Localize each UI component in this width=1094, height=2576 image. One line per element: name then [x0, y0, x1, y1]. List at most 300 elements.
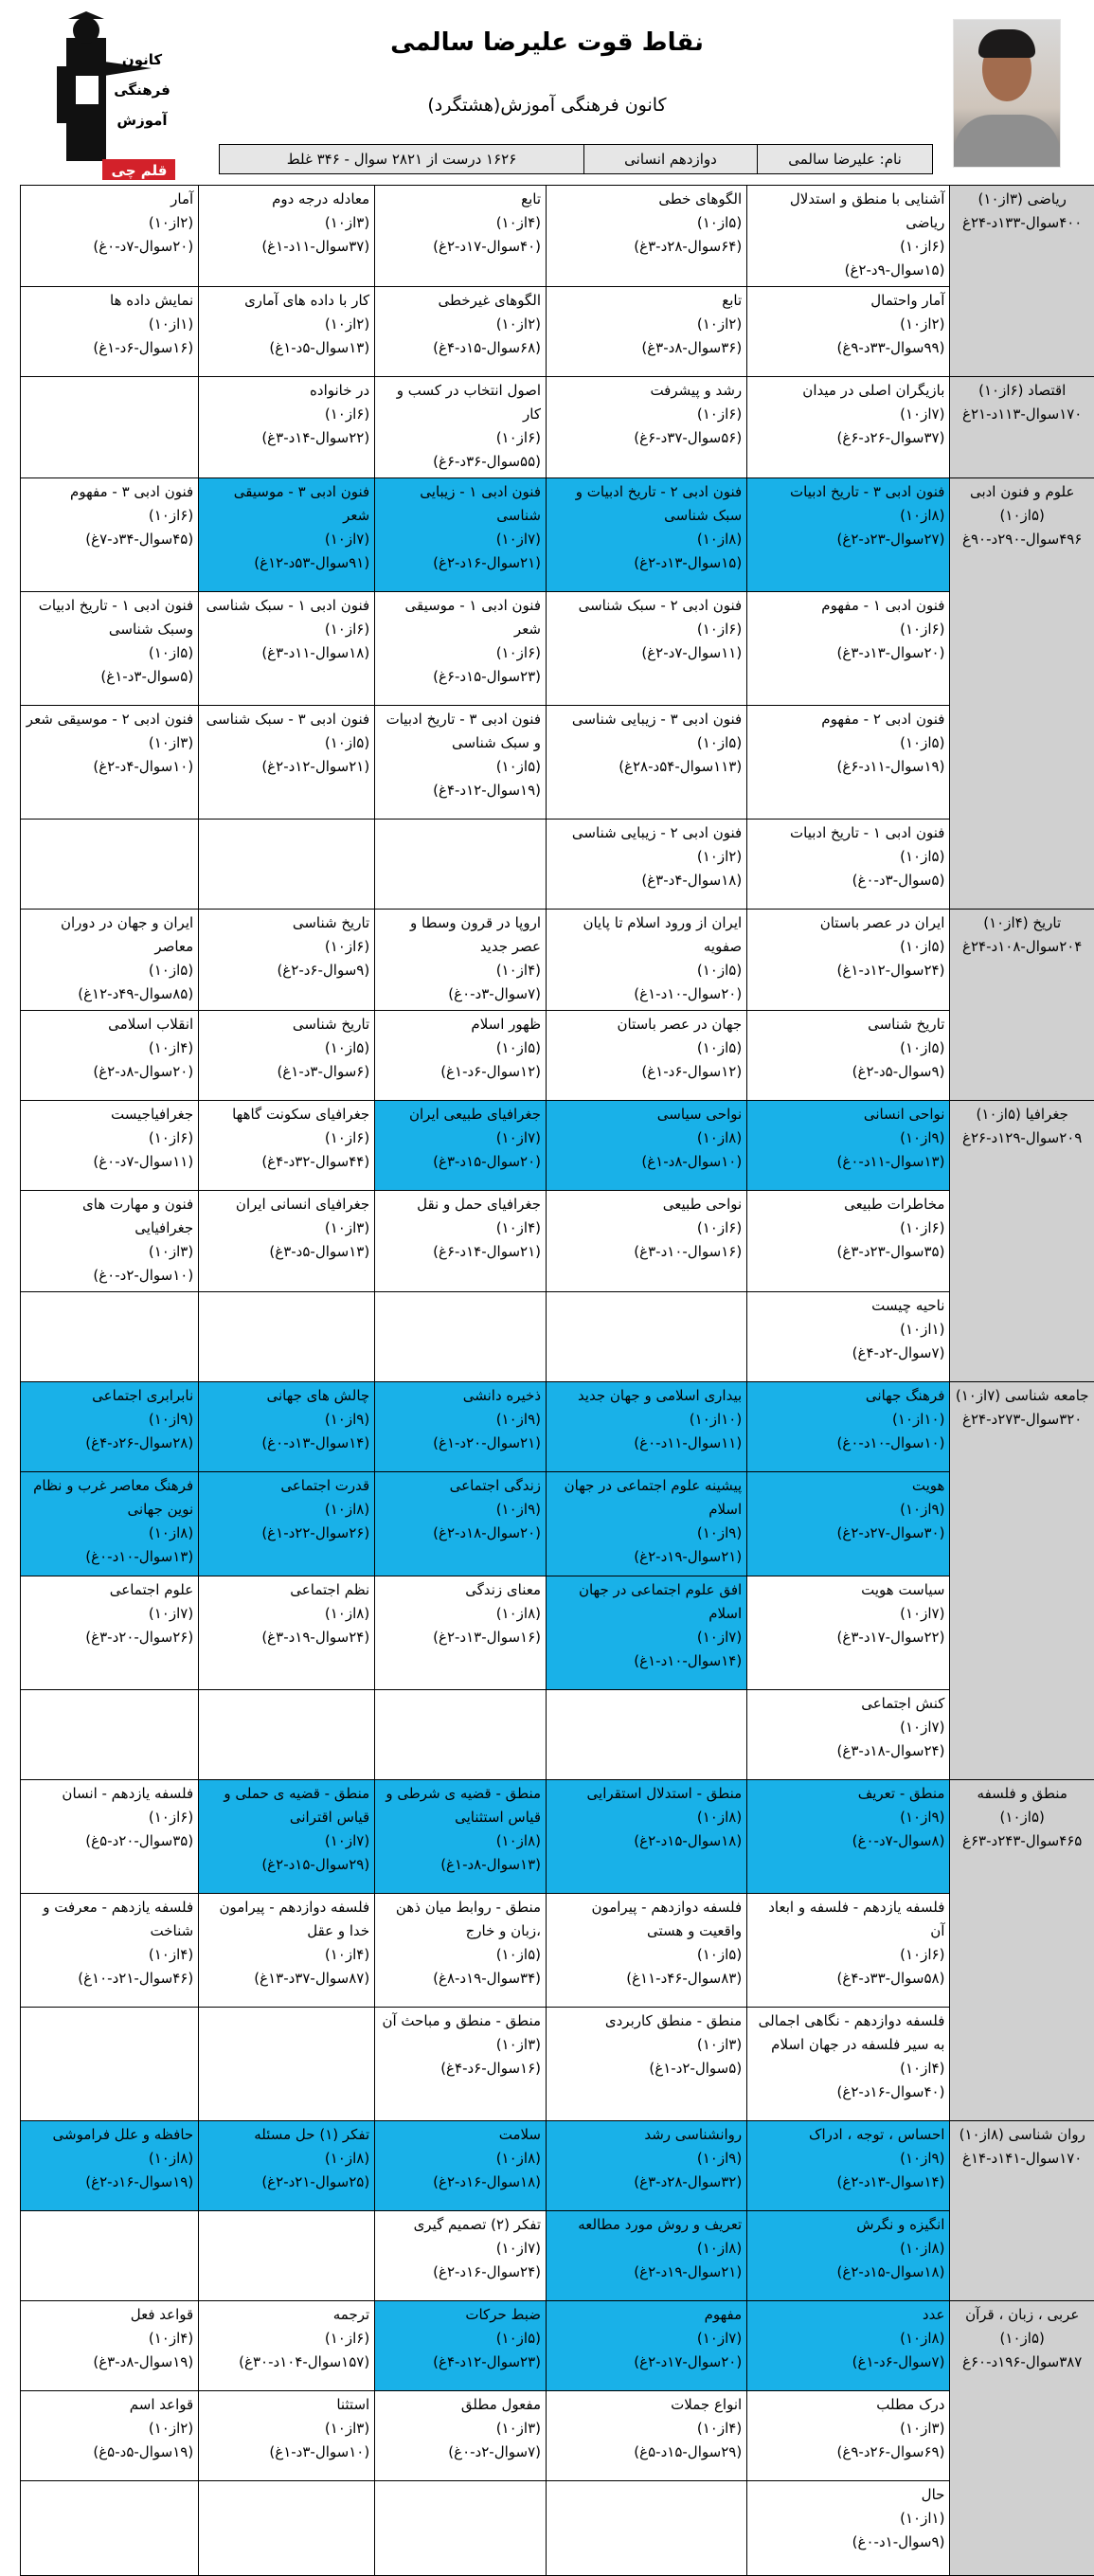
table-row [21, 377, 1094, 478]
topic-score: (۵از۱۰) [551, 1943, 742, 1967]
page-title: نقاط قوت علیرضا سالمی [0, 28, 1094, 57]
table-row [21, 1894, 1094, 2008]
topic-cell [21, 1576, 199, 1690]
topic-cell [547, 2008, 747, 2121]
topic-score: (۸از۱۰) [551, 2237, 742, 2261]
topic-detail: (۲۰سوال-۱۳د-۳غ) [752, 641, 944, 665]
logo-text-2: فرهنگی [114, 81, 170, 99]
topic-detail: (۲۰سوال-۱۷د-۲غ) [551, 2351, 742, 2374]
topic-name: فنون ادبی ۲ - سبک شناسی [551, 594, 742, 618]
topic-score: (۹از۱۰) [752, 1126, 944, 1150]
topic-detail: (۱۵سوال-۱۳د-۲غ) [551, 551, 742, 575]
topic-score: (۵از۱۰) [26, 959, 193, 982]
topic-score: (۴از۱۰) [26, 1036, 193, 1060]
topic-score: (۶از۱۰) [204, 1126, 369, 1150]
category-name: منطق و فلسفه (۵از۱۰) [955, 1782, 1089, 1829]
topic-detail: (۲۹سوال-۱۵د-۵غ) [551, 2441, 742, 2464]
topic-name: جغرافیای طبیعی ایران [380, 1103, 541, 1126]
topic-name: معادله درجه دوم [204, 188, 369, 211]
topic-cell [375, 377, 547, 478]
category-stats: ۱۷۰سوال-۱۱۳د-۲۱غ [955, 403, 1089, 426]
topic-name: جهان در عصر باستان [551, 1013, 742, 1036]
table-row [21, 1382, 1094, 1472]
topic-score: (۹از۱۰) [551, 2147, 742, 2171]
logo-text-4: قلم چی [112, 162, 168, 180]
topic-detail: (۱۹سوال-۱۲د-۴غ) [380, 779, 541, 802]
category-cell [950, 2301, 1094, 2576]
logo-text-1: کانون [122, 51, 162, 68]
topic-score: (۶از۱۰) [752, 1216, 944, 1240]
table-row [21, 1690, 1094, 1780]
topic-cell [547, 2121, 747, 2211]
topic-name: فنون ادبی ۳ - موسیقی شعر [204, 480, 369, 528]
topic-score: (۶از۱۰) [380, 641, 541, 665]
topic-detail: (۹سوال-۱د-۰غ) [752, 2531, 944, 2554]
topic-score: (۹از۱۰) [380, 1498, 541, 1522]
topic-cell [547, 1011, 747, 1101]
topic-cell [747, 1292, 950, 1382]
topic-cell [747, 377, 950, 478]
topic-detail: (۹۱سوال-۵۳د-۱۲غ) [204, 551, 369, 575]
topic-detail: (۵۸سوال-۳۳د-۴غ) [752, 1967, 944, 1991]
topic-name: احساس ، توجه ، ادراک [752, 2123, 944, 2147]
topic-name: آمار واحتمال [752, 289, 944, 313]
topic-score: (۳از۱۰) [551, 2033, 742, 2057]
topic-name: چالش های جهانی [204, 1384, 369, 1408]
topic-detail: (۲۲سوال-۱۷د-۳غ) [752, 1626, 944, 1649]
topic-score: (۳از۱۰) [380, 2417, 541, 2441]
topic-name: کار با داده های آماری [204, 289, 369, 313]
topic-detail: (۲۱سوال-۱۲د-۲غ) [204, 755, 369, 779]
topic-cell [375, 478, 547, 592]
topic-detail: (۷سوال-۲د-۴غ) [752, 1342, 944, 1365]
topic-name: ظهور اسلام [380, 1013, 541, 1036]
topic-score: (۷از۱۰) [380, 2237, 541, 2261]
topic-cell [21, 2301, 199, 2391]
topic-detail: (۱۶سوال-۶د-۱غ) [26, 336, 193, 360]
topic-name: فنون ادبی ۱ - مفهوم [752, 594, 944, 618]
topic-cell [199, 1011, 375, 1101]
topic-name: انقلاب اسلامی [26, 1013, 193, 1036]
topic-cell [547, 377, 747, 478]
table-row [21, 2391, 1094, 2481]
topic-detail: (۴۰سوال-۱۶د-۲غ) [752, 2081, 944, 2104]
topic-cell [547, 478, 747, 592]
topic-detail: (۱۸سوال-۱۱د-۳غ) [204, 641, 369, 665]
topic-score: (۳از۱۰) [380, 2033, 541, 2057]
topic-name: فنون ادبی ۲ - موسیقی شعر [26, 708, 193, 731]
topic-name: فرهنگ جهانی [752, 1384, 944, 1408]
topic-score: (۴از۱۰) [752, 2057, 944, 2081]
category-cell [950, 910, 1094, 1101]
topic-detail: (۴۵سوال-۳۴د-۷غ) [26, 528, 193, 551]
topic-score: (۱از۱۰) [26, 313, 193, 336]
student-photo [953, 19, 1061, 168]
topic-name: مخاطرات طبیعی [752, 1193, 944, 1216]
topic-cell [21, 706, 199, 820]
topic-name: آمار [26, 188, 193, 211]
topic-score: (۷از۱۰) [551, 2327, 742, 2351]
topic-detail: (۲۰سوال-۱۵د-۳غ) [380, 1150, 541, 1174]
category-stats: ۲۰۴سوال-۱۰۸د-۲۴غ [955, 935, 1089, 959]
topic-score: (۶از۱۰) [26, 1806, 193, 1829]
overall-summary: ۱۶۲۶ درست از ۲۸۲۱ سوال - ۳۴۶ غلط [220, 145, 583, 173]
topic-cell [375, 2008, 547, 2121]
topic-score: (۷از۱۰) [752, 1602, 944, 1626]
topic-detail: (۱۱سوال-۱۱د-۰غ) [551, 1432, 742, 1455]
topic-cell [375, 1472, 547, 1576]
topic-detail: (۱۳سوال-۱۰د-۰غ) [26, 1545, 193, 1569]
topic-detail: (۳۰سوال-۲۷د-۲غ) [752, 1522, 944, 1545]
category-cell [950, 377, 1094, 478]
institute-subtitle: کانون فرهنگی آموزش(هشتگرد) [0, 95, 1094, 116]
topic-name: فنون ادبی ۱ - سبک شناسی [204, 594, 369, 618]
topic-cell [547, 1894, 747, 2008]
topic-score: (۹از۱۰) [752, 1498, 944, 1522]
topic-cell [21, 1472, 199, 1576]
topic-name: معنای زندگی [380, 1578, 541, 1602]
category-name: تاریخ (۴از۱۰) [955, 911, 1089, 935]
topic-name: الگوهای خطی [551, 188, 742, 211]
topic-score: (۵از۱۰) [380, 2327, 541, 2351]
topic-score: (۶از۱۰) [204, 403, 369, 426]
topic-score: (۴از۱۰) [26, 1943, 193, 1967]
topic-detail: (۲۳سوال-۱۵د-۶غ) [380, 665, 541, 689]
table-row [21, 1472, 1094, 1576]
topic-cell [547, 287, 747, 377]
category-stats: ۴۰۰سوال-۱۳۳د-۲۴غ [955, 211, 1089, 235]
topic-name: ضبط حرکات [380, 2303, 541, 2327]
topic-score: (۱۰از۱۰) [752, 1408, 944, 1432]
topic-score: (۸از۱۰) [752, 504, 944, 528]
topic-cell [747, 287, 950, 377]
topic-detail: (۲۱سوال-۲۰د-۱غ) [380, 1432, 541, 1455]
topic-score: (۸از۱۰) [26, 2147, 193, 2171]
topic-score: (۸از۱۰) [204, 1498, 369, 1522]
topic-cell [747, 2301, 950, 2391]
topic-cell [199, 592, 375, 706]
category-name: جغرافیا (۵از۱۰) [955, 1103, 1089, 1126]
topic-detail: (۷سوال-۳د-۰غ) [380, 982, 541, 1006]
topic-cell [547, 1191, 747, 1292]
topic-detail: (۳۷سوال-۱۱د-۱غ) [204, 235, 369, 259]
topic-name: فلسفه یازدهم - فلسفه و ابعاد آن [752, 1896, 944, 1943]
topic-name: جغرافیای سکونت گاهها [204, 1103, 369, 1126]
topic-cell [21, 2121, 199, 2211]
topic-name: تابع [551, 289, 742, 313]
topic-score: (۶از۱۰) [551, 1216, 742, 1240]
topic-cell [199, 910, 375, 1011]
topic-name: ذخیره دانشی [380, 1384, 541, 1408]
topic-cell [747, 910, 950, 1011]
topic-cell [199, 1101, 375, 1191]
topic-score: (۵از۱۰) [752, 1036, 944, 1060]
topic-name: منطق - استدلال استقرایی [551, 1782, 742, 1806]
topic-cell [375, 186, 547, 287]
topic-detail: (۱۰سوال-۸د-۱غ) [551, 1150, 742, 1174]
topic-score: (۴از۱۰) [551, 2417, 742, 2441]
topic-cell [375, 2211, 547, 2301]
topic-score: (۹از۱۰) [752, 2147, 944, 2171]
topic-detail: (۱۴سوال-۱۳د-۲غ) [752, 2171, 944, 2194]
topic-detail: (۲۶سوال-۲۰د-۳غ) [26, 1626, 193, 1649]
topic-cell [375, 1292, 547, 1382]
topic-detail: (۹سوال-۵د-۲غ) [752, 1060, 944, 1084]
topic-name: جغرافیای حمل و نقل [380, 1193, 541, 1216]
topic-name: فنون و مهارت های جغرافیایی [26, 1193, 193, 1240]
topic-cell [199, 1472, 375, 1576]
topic-cell [547, 1101, 747, 1191]
topic-score: (۸از۱۰) [551, 528, 742, 551]
topic-cell [747, 2121, 950, 2211]
topic-detail: (۱۸سوال-۱۵د-۲غ) [551, 1829, 742, 1853]
topic-name: مفعول مطلق [380, 2393, 541, 2417]
topic-detail: (۲۰سوال-۷د-۰غ) [26, 235, 193, 259]
topic-name: آشنایی با منطق و استدلال ریاضی [752, 188, 944, 235]
table-row [21, 2301, 1094, 2391]
topic-cell [199, 377, 375, 478]
topic-detail: (۱۸سوال-۴د-۳غ) [551, 869, 742, 892]
topic-detail: (۲۷سوال-۲۳د-۲غ) [752, 528, 944, 551]
topic-name: سلامت [380, 2123, 541, 2147]
topic-score: (۵از۱۰) [380, 755, 541, 779]
topic-cell [375, 1894, 547, 2008]
topic-detail: (۲۱سوال-۱۹د-۲غ) [551, 1545, 742, 1569]
topic-detail: (۸۷سوال-۳۷د-۱۳غ) [204, 1967, 369, 1991]
topic-detail: (۶۴سوال-۲۸د-۳غ) [551, 235, 742, 259]
topic-cell [747, 1472, 950, 1576]
topic-detail: (۱۰سوال-۳د-۱غ) [204, 2441, 369, 2464]
topic-cell [199, 2121, 375, 2211]
topic-name: تاریخ شناسی [204, 1013, 369, 1036]
topic-cell [547, 1780, 747, 1894]
topic-cell [747, 2481, 950, 2576]
topic-cell [375, 2481, 547, 2576]
topic-detail: (۱۱سوال-۷د-۰غ) [26, 1150, 193, 1174]
topic-name: تاریخ شناسی [204, 911, 369, 935]
topic-cell [21, 1894, 199, 2008]
topic-name: افق علوم اجتماعی در جهان اسلام [551, 1578, 742, 1626]
topic-detail: (۲۶سوال-۲۲د-۱غ) [204, 1522, 369, 1545]
topic-name: فلسفه دوازدهم - نگاهی اجمالی به سیر فلسفه در جهان اسلام [752, 2009, 944, 2057]
topic-detail: (۲۸سوال-۲۶د-۴غ) [26, 1432, 193, 1455]
topic-name: منطق - قضیه ی حملی و قیاس اقترانی [204, 1782, 369, 1829]
topic-name: تابع [380, 188, 541, 211]
topic-cell [747, 478, 950, 592]
topic-cell [199, 186, 375, 287]
topic-cell [747, 1191, 950, 1292]
topic-cell [199, 1191, 375, 1292]
topic-name: قواعد فعل [26, 2303, 193, 2327]
topic-name: نمایش داده ها [26, 289, 193, 313]
topic-cell [375, 1690, 547, 1780]
topic-cell [21, 1690, 199, 1780]
topic-name: تاریخ شناسی [752, 1013, 944, 1036]
topic-name: فرهنگ معاصر غرب و نظام نوین جهانی [26, 1474, 193, 1522]
topic-score: (۸از۱۰) [204, 2147, 369, 2171]
table-row [21, 910, 1094, 1011]
topic-detail: (۲۱سوال-۱۶د-۲غ) [380, 551, 541, 575]
topic-detail: (۱۴سوال-۱۰د-۱غ) [551, 1649, 742, 1673]
topic-score: (۴از۱۰) [380, 211, 541, 235]
topic-name: نواحی انسانی [752, 1103, 944, 1126]
topic-score: (۶از۱۰) [204, 618, 369, 641]
topic-score: (۶از۱۰) [380, 426, 541, 450]
topic-detail: (۲۴سوال-۱۹د-۳غ) [204, 1626, 369, 1649]
topic-name: فنون ادبی ۱ - موسیقی شعر [380, 594, 541, 641]
topic-detail: (۱۱سوال-۷د-۲غ) [551, 641, 742, 665]
topic-score: (۶از۱۰) [551, 403, 742, 426]
topic-name: پیشینه علوم اجتماعی در جهان اسلام [551, 1474, 742, 1522]
topic-name: جغرافیاجیست [26, 1103, 193, 1126]
topic-detail: (۲۱سوال-۱۴د-۶غ) [380, 1240, 541, 1264]
table-row [21, 1780, 1094, 1894]
table-row [21, 2481, 1094, 2576]
category-cell [950, 1101, 1094, 1382]
topic-score: (۷از۱۰) [380, 1126, 541, 1150]
topic-cell [21, 2481, 199, 2576]
topic-cell [747, 2391, 950, 2481]
topic-name: فلسفه دوازدهم - پیرامون واقعیت و هستی [551, 1896, 742, 1943]
topic-cell [21, 910, 199, 1011]
topic-score: (۲از۱۰) [551, 313, 742, 336]
topic-name: ایران و جهان در دوران معاصر [26, 911, 193, 959]
topic-name: فنون ادبی ۳ - سبک شناسی [204, 708, 369, 731]
topic-detail: (۲۰سوال-۸د-۲غ) [26, 1060, 193, 1084]
topic-score: (۶از۱۰) [26, 504, 193, 528]
topic-score: (۴از۱۰) [26, 2327, 193, 2351]
table-row [21, 1101, 1094, 1191]
topic-name: فنون ادبی ۲ - زیبایی شناسی [551, 821, 742, 845]
topic-cell [21, 1101, 199, 1191]
topic-score: (۴از۱۰) [204, 1943, 369, 1967]
topic-cell [21, 478, 199, 592]
topic-score: (۱۰از۱۰) [551, 1408, 742, 1432]
topic-name: هویت [752, 1474, 944, 1498]
topic-score: (۸از۱۰) [380, 1829, 541, 1853]
topic-score: (۸از۱۰) [204, 1602, 369, 1626]
topic-name: فنون ادبی ۲ - تاریخ ادبیات و سبک شناسی [551, 480, 742, 528]
topic-cell [747, 1011, 950, 1101]
topic-detail: (۲۹سوال-۱۵د-۲غ) [204, 1853, 369, 1877]
topic-detail: (۳۶سوال-۸د-۳غ) [551, 336, 742, 360]
topic-cell [547, 2211, 747, 2301]
topic-name: منطق - روابط میان ذهن ،زبان و خارج [380, 1896, 541, 1943]
topic-score: (۱از۱۰) [752, 2507, 944, 2531]
topic-score: (۳از۱۰) [752, 2417, 944, 2441]
topic-name: ترجمه [204, 2303, 369, 2327]
table-row [21, 1576, 1094, 1690]
table-row [21, 1011, 1094, 1101]
topic-score: (۲از۱۰) [204, 313, 369, 336]
topic-name: تفکر (۱) حل مسئله [204, 2123, 369, 2147]
topic-name: زندگی اجتماعی [380, 1474, 541, 1498]
table-row [21, 820, 1094, 910]
topic-score: (۷از۱۰) [551, 1626, 742, 1649]
topic-name: فنون ادبی ۲ - مفهوم [752, 708, 944, 731]
report-header [0, 0, 1094, 182]
topic-score: (۸از۱۰) [551, 1126, 742, 1150]
topic-cell [21, 377, 199, 478]
topic-score: (۵از۱۰) [551, 731, 742, 755]
topic-name: اروپا در قرون وسطا و عصر جدید [380, 911, 541, 959]
topic-cell [199, 2211, 375, 2301]
topic-cell [747, 1576, 950, 1690]
topic-score: (۵از۱۰) [752, 731, 944, 755]
topic-cell [199, 1690, 375, 1780]
topic-cell [547, 1292, 747, 1382]
topic-score: (۷از۱۰) [752, 403, 944, 426]
topic-detail: (۱۳سوال-۸د-۱غ) [380, 1853, 541, 1877]
topic-score: (۵از۱۰) [26, 641, 193, 665]
topic-detail: (۸۳سوال-۴۶د-۱۱غ) [551, 1967, 742, 1991]
topic-score: (۷از۱۰) [26, 1602, 193, 1626]
topic-score: (۹از۱۰) [551, 1522, 742, 1545]
topic-name: فنون ادبی ۱ - تاریخ ادبیات [752, 821, 944, 845]
topic-score: (۴از۱۰) [380, 1216, 541, 1240]
category-cell [950, 2121, 1094, 2301]
topic-score: (۸از۱۰) [551, 1806, 742, 1829]
topic-cell [747, 2008, 950, 2121]
topic-detail: (۳۵سوال-۲۳د-۳غ) [752, 1240, 944, 1264]
category-cell [950, 1780, 1094, 2121]
topic-cell [747, 2211, 950, 2301]
topic-cell [547, 2301, 747, 2391]
topic-name: حال [752, 2483, 944, 2507]
category-name: جامعه شناسی (۷از۱۰) [955, 1384, 1089, 1408]
topic-name: فنون ادبی ۳ - مفهوم [26, 480, 193, 504]
topic-cell [375, 1780, 547, 1894]
topic-detail: (۲۰سوال-۱۸د-۲غ) [380, 1522, 541, 1545]
topic-detail: (۱۳سوال-۵د-۱غ) [204, 336, 369, 360]
topic-cell [375, 2301, 547, 2391]
topic-detail: (۳۴سوال-۱۹د-۸غ) [380, 1967, 541, 1991]
topic-score: (۸از۱۰) [752, 2327, 944, 2351]
topic-detail: (۹سوال-۶د-۲غ) [204, 959, 369, 982]
topic-score: (۹از۱۰) [752, 1806, 944, 1829]
topic-name: منطق - منطق کاربردی [551, 2009, 742, 2033]
table-row [21, 186, 1094, 287]
topic-detail: (۵۵سوال-۳۶د-۶غ) [380, 450, 541, 474]
topic-detail: (۱۱۳سوال-۵۴د-۲۸غ) [551, 755, 742, 779]
topic-name: فلسفه یازدهم - معرفت و شناخت [26, 1896, 193, 1943]
topic-score: (۶از۱۰) [204, 2327, 369, 2351]
topic-cell [21, 1292, 199, 1382]
topic-cell [199, 1576, 375, 1690]
topic-name: اصول انتخاب در کسب و کار [380, 379, 541, 426]
topic-score: (۶از۱۰) [752, 235, 944, 259]
topic-name: عدد [752, 2303, 944, 2327]
topic-cell [375, 287, 547, 377]
topic-detail: (۱۹سوال-۱۶د-۲غ) [26, 2171, 193, 2194]
topic-score: (۲از۱۰) [380, 313, 541, 336]
topic-name: منطق - قضیه ی شرطی و قیاس استثنایی [380, 1782, 541, 1829]
topic-detail: (۶سوال-۳د-۱غ) [204, 1060, 369, 1084]
topic-detail: (۶۹سوال-۲۶د-۹غ) [752, 2441, 944, 2464]
topic-name: استثنا [204, 2393, 369, 2417]
topic-cell [547, 1382, 747, 1472]
topic-detail: (۳۲سوال-۲۸د-۳غ) [551, 2171, 742, 2194]
topic-detail: (۷سوال-۶د-۱غ) [752, 2351, 944, 2374]
topic-score: (۲از۱۰) [26, 2417, 193, 2441]
topic-cell [747, 1690, 950, 1780]
topic-score: (۷از۱۰) [204, 1829, 369, 1853]
topic-name: فنون ادبی ۳ - تاریخ ادبیات [752, 480, 944, 504]
topic-detail: (۱۶سوال-۱۳د-۲غ) [380, 1626, 541, 1649]
table-row [21, 592, 1094, 706]
topic-cell [199, 1780, 375, 1894]
topic-detail: (۱۵۷سوال-۱۰۴د-۳۰غ) [204, 2351, 369, 2374]
